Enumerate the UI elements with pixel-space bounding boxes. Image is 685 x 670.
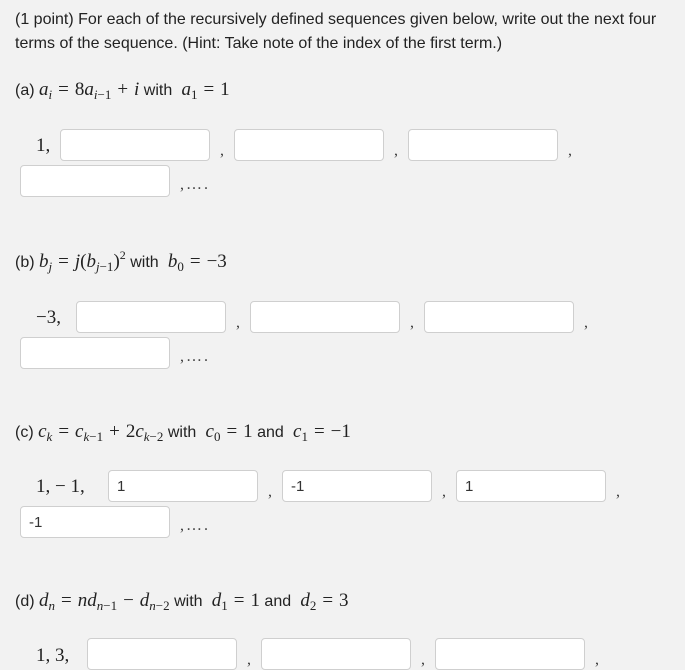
separator: ,: [236, 314, 240, 331]
part-c-given-terms: 1, − 1,: [36, 476, 85, 497]
part-c-recurrence: $c_k = c_{k-1} + 2c_{k-2}$: [38, 421, 164, 444]
part-a-answer-1[interactable]: [60, 129, 210, 161]
ellipsis: ,….: [180, 176, 210, 193]
part-a-with: with: [143, 82, 173, 99]
separator: ,: [268, 483, 272, 500]
part-d-answer-2[interactable]: [261, 638, 411, 670]
part-b-label: (b): [15, 254, 35, 271]
separator: ,: [595, 651, 599, 668]
part-c-label: (c): [15, 424, 34, 441]
part-b-answer-1[interactable]: [76, 301, 226, 333]
part-a-answer-4[interactable]: [20, 165, 170, 197]
part-b-answer-2[interactable]: [250, 301, 400, 333]
part-b-answer-4[interactable]: [20, 337, 170, 369]
part-a-label: (a): [15, 82, 35, 99]
part-c-prompt: [15, 420, 351, 445]
ellipsis: ,….: [180, 348, 210, 365]
part-d-recurrence: $d_n = nd_{n-1} - d_{n-2}$: [39, 590, 170, 613]
ellipsis: ,….: [180, 517, 210, 534]
separator: ,: [247, 651, 251, 668]
separator: ,: [616, 483, 620, 500]
part-c-answer-1[interactable]: [108, 470, 258, 502]
separator: ,: [394, 142, 398, 159]
part-b-answer-3[interactable]: [424, 301, 574, 333]
part-b-initial: $b_0 = -3$: [163, 251, 227, 274]
part-b-prompt: [15, 250, 227, 275]
part-a-given-terms: 1,: [36, 135, 51, 156]
part-d-answer-3[interactable]: [435, 638, 585, 670]
part-b-recurrence: $b_j = j(b_{j-1})^2$: [39, 248, 126, 274]
part-c-answer-4[interactable]: [20, 506, 170, 538]
part-a-prompt: [15, 78, 230, 103]
part-a-answer-2[interactable]: [234, 129, 384, 161]
part-c-answer-3[interactable]: [456, 470, 606, 502]
part-d-prompt: [15, 589, 349, 614]
separator: ,: [584, 314, 588, 331]
part-c-with: with: [167, 424, 197, 441]
part-d-given-terms: 1, 3,: [36, 645, 70, 666]
problem-instructions: (1 point) For each of the recursively defined sequences given below, write out the next four terms of the sequence. (Hint: Take note of the index of the first term.): [15, 11, 657, 52]
part-c-and: and: [257, 424, 284, 441]
part-d-answer-1[interactable]: [87, 638, 237, 670]
part-b-given-terms: −3,: [36, 307, 61, 328]
part-b-with: with: [130, 254, 159, 271]
separator: ,: [410, 314, 414, 331]
part-d-with: with: [174, 593, 203, 610]
part-c-answer-2[interactable]: [282, 470, 432, 502]
separator: ,: [220, 142, 224, 159]
part-c-initial-2: $c_1 = -1$: [288, 421, 351, 444]
part-a-initial: $a_1 = 1$: [176, 79, 230, 102]
part-a-recurrence: $a_i = 8a_{i-1} + i$: [39, 79, 140, 102]
part-c-initial-1: $c_0 = 1$: [200, 421, 253, 444]
separator: ,: [442, 483, 446, 500]
part-d-initial-2: $d_2 = 3$: [295, 590, 349, 613]
part-d-label: (d): [15, 593, 35, 610]
separator: ,: [421, 651, 425, 668]
separator: ,: [568, 142, 572, 159]
part-d-initial-1: $d_1 = 1$: [207, 590, 260, 613]
part-a-answer-3[interactable]: [408, 129, 558, 161]
part-d-and: and: [264, 593, 292, 610]
